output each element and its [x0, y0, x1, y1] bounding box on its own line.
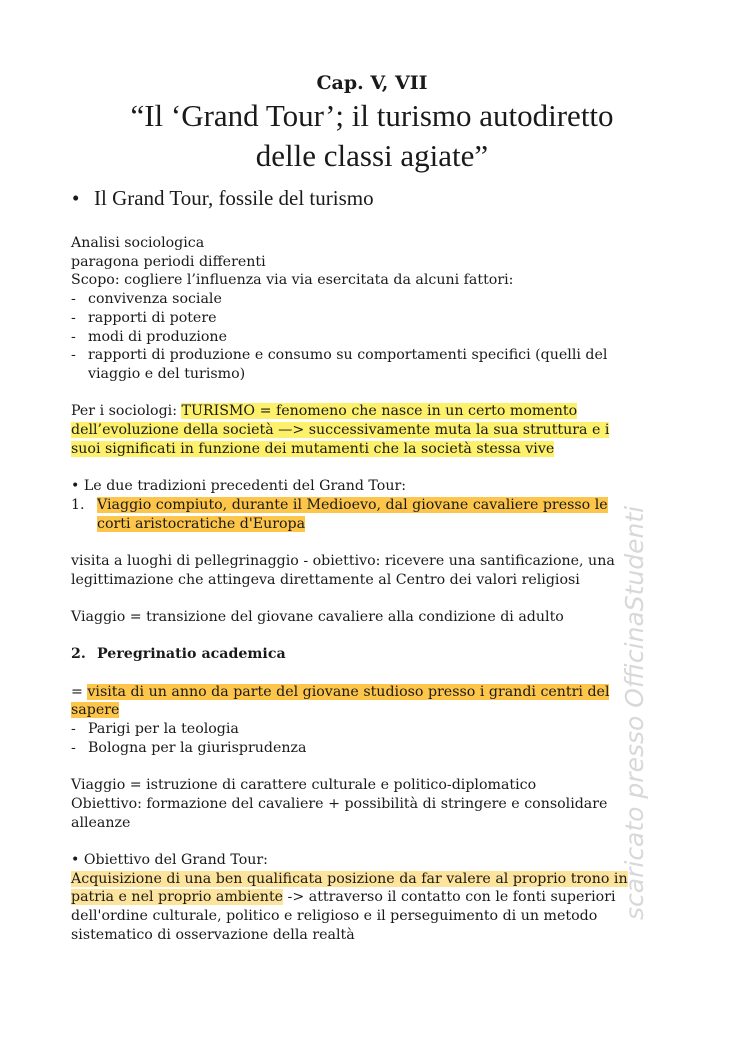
list-item: - rapporti di potere	[71, 309, 217, 326]
sociologi-line-2	[71, 421, 681, 440]
list-item: - convivenza sociale	[71, 291, 222, 308]
obiettivo-line-2: alleanze	[71, 814, 131, 831]
highlight: sapere	[71, 702, 120, 719]
goal-line-4: sistematico di osservazione della realtà	[71, 926, 355, 943]
pilgrimage-line-2: legittimazione che attingeva direttamente al Centro dei valori religiosi	[71, 571, 580, 588]
list-item: - rapporti di produzione e consumo su comportamenti specifici (quelli del	[71, 347, 608, 364]
traditions-heading: • Le due tradizioni precedenti del Grand Tour:	[71, 478, 407, 495]
list-item: - Bologna per la giurisprudenza	[71, 739, 307, 756]
watermark: scaricato presso OfficinaStudenti	[620, 505, 649, 920]
bullet-icon: •	[72, 186, 80, 210]
section-heading	[72, 186, 374, 211]
highlight: Acquisizione di una ben qualificata posizione da far valere al proprio trono in	[71, 870, 628, 887]
title-line-1: “Il ‘Grand Tour’; il turismo autodiretto	[130, 98, 614, 133]
list-item: - Parigi per la teologia	[71, 721, 239, 738]
sociologi-line-3	[71, 440, 681, 459]
istruzione-line: Viaggio = istruzione di carattere culturale e politico-diplomatico	[71, 777, 537, 794]
tradition-2: 2. Peregrinatio academica	[71, 646, 286, 663]
section-heading-text: Il Grand Tour, fossile del turismo	[94, 186, 374, 210]
page-title	[40, 96, 704, 176]
intro-line-3: Scopo: cogliere l’influenza via via esercitata da alcuni fattori:	[71, 272, 514, 289]
transition-line: Viaggio = transizione del giovane cavaliere alla condizione di adulto	[71, 609, 564, 625]
list-item: - modi di produzione	[71, 328, 227, 345]
list-item-continuation: viaggio e del turismo)	[88, 365, 246, 382]
intro-line-2: paragona periodi differenti	[71, 253, 266, 270]
intro-line-1: Analisi sociologica	[71, 235, 205, 251]
highlight: corti aristocratiche d'Europa	[97, 515, 306, 532]
goal-heading: • Obiettivo del Grand Tour:	[71, 852, 268, 869]
pilgrimage-line-1: visita a luoghi di pellegrinaggio - obiettivo: ricevere una santificazione, una	[71, 552, 615, 569]
tradition-1-continuation	[71, 515, 681, 534]
goal-line-2: patria e nel proprio ambiente -> attraverso il contatto con le fonti superiori	[71, 889, 616, 906]
sociologi-line-1: Per i sociologi: TURISMO = fenomeno che nasce in un certo momento	[71, 403, 578, 420]
obiettivo-line-1: Obiettivo: formazione del cavaliere + possibilità di stringere e consolidare	[71, 795, 608, 812]
goal-line-3: dell'ordine culturale, politico e religioso e il perseguimento di un metodo	[71, 908, 598, 925]
tradition-1: 1. Viaggio compiuto, durante il Medioevo, dal giovane cavaliere presso le	[71, 496, 608, 513]
highlight: patria e nel proprio ambiente	[71, 889, 284, 906]
document-body	[71, 234, 681, 945]
highlight: TURISMO = fenomeno che nasce in un certo momento	[181, 403, 578, 420]
academica-line-1: = visita di un anno da parte del giovane studioso presso i grandi centri del	[71, 683, 610, 700]
title-line-2: delle classi agiate”	[255, 138, 489, 173]
goal-line-1	[71, 870, 681, 889]
chapter-label: Cap. V, VII	[316, 72, 428, 94]
highlight: suoi significati in funzione dei mutamenti che la società stessa vive	[71, 440, 555, 457]
highlight: Viaggio compiuto, durante il Medioevo, dal giovane cavaliere presso le	[97, 496, 608, 513]
academica-line-2	[71, 701, 681, 720]
highlight: visita di un anno da parte del giovane studioso presso i grandi centri del	[87, 683, 610, 700]
highlight: dell’evoluzione della società —> successivamente muta la sua struttura e i	[71, 422, 610, 439]
